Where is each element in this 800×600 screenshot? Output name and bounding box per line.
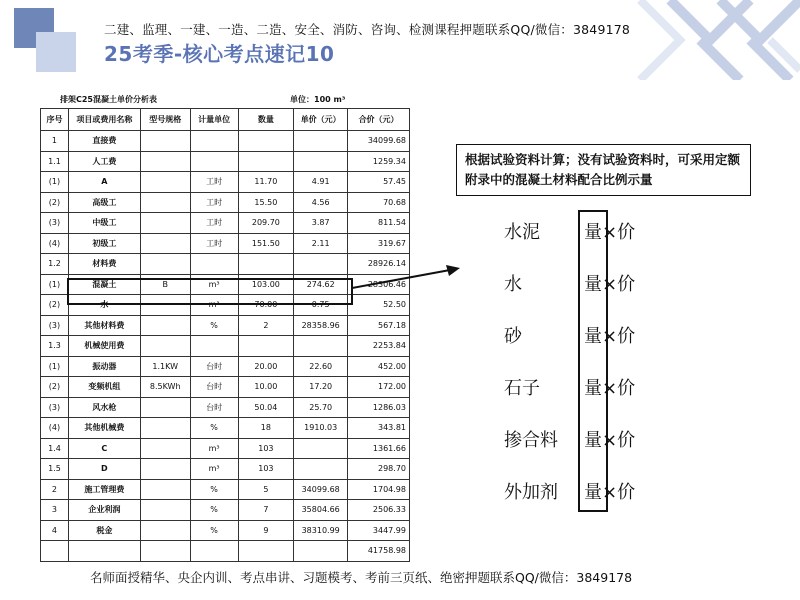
table-cell: 103	[238, 459, 294, 480]
table-cell: (1)	[41, 274, 69, 295]
table-cell: 9	[238, 520, 294, 541]
table-row	[41, 397, 410, 418]
table-cell: 1.3	[41, 336, 69, 357]
table-cell	[238, 254, 294, 275]
table-cell: 初级工	[68, 233, 140, 254]
table-cell	[140, 397, 190, 418]
table-cell	[140, 192, 190, 213]
table-cell: 人工费	[68, 151, 140, 172]
table-cell	[140, 520, 190, 541]
table-cell: 1.1	[41, 151, 69, 172]
material-name: 水泥	[504, 222, 540, 243]
table-row	[41, 356, 410, 377]
table-cell: 35804.66	[294, 500, 348, 521]
table-cell: 20.00	[238, 356, 294, 377]
table-cell: 452.00	[348, 356, 410, 377]
table-cell: C	[68, 438, 140, 459]
table-cell: 材料费	[68, 254, 140, 275]
table-cell: 70.68	[348, 192, 410, 213]
table-cell: 1361.66	[348, 438, 410, 459]
table-cell: 209.70	[238, 213, 294, 234]
arrow-right-icon	[352, 262, 462, 292]
table-cell: 1259.34	[348, 151, 410, 172]
table-cell	[140, 131, 190, 152]
table-cell	[294, 151, 348, 172]
table-cell: %	[190, 520, 238, 541]
table-cell: %	[190, 479, 238, 500]
table-row	[41, 459, 410, 480]
material-expr: 量×价	[584, 326, 636, 347]
table-cell: 台时	[190, 377, 238, 398]
table-cell	[238, 336, 294, 357]
decor-square-light	[36, 32, 76, 72]
table-cell: 18	[238, 418, 294, 439]
table-cell	[294, 131, 348, 152]
table-cell: A	[68, 172, 140, 193]
table-cell: 混凝土	[68, 274, 140, 295]
table-cell: 3.87	[294, 213, 348, 234]
table-row	[41, 438, 410, 459]
table-cell: 52.50	[348, 295, 410, 316]
table-cell: 2506.33	[348, 500, 410, 521]
top-banner: 二建、监理、一建、一造、二造、安全、消防、咨询、检测课程押题联系QQ/微信：3849178	[104, 22, 631, 37]
table-cell	[294, 438, 348, 459]
table-cell: 直接费	[68, 131, 140, 152]
table-cell: 1.1KW	[140, 356, 190, 377]
table-row	[41, 500, 410, 521]
table-row	[41, 336, 410, 357]
table-row	[41, 172, 410, 193]
table-cell: 28358.96	[294, 315, 348, 336]
table-cell: 企业利润	[68, 500, 140, 521]
table-cell: %	[190, 315, 238, 336]
table-cell: 1.5	[41, 459, 69, 480]
table-cell: 28306.46	[348, 274, 410, 295]
table-cell: 台时	[190, 356, 238, 377]
table-cell	[238, 131, 294, 152]
table-cell	[140, 336, 190, 357]
table-cell	[190, 131, 238, 152]
table-cell: 70.00	[238, 295, 294, 316]
table-row	[41, 151, 410, 172]
table-cell: 3447.99	[348, 520, 410, 541]
table-cell: 10.00	[238, 377, 294, 398]
table-cell: (1)	[41, 172, 69, 193]
table-cell: 41758.98	[348, 541, 410, 562]
table-cell	[140, 459, 190, 480]
unit-price-table	[40, 108, 410, 562]
table-cell: 工时	[190, 233, 238, 254]
table-cell: 1704.98	[348, 479, 410, 500]
table-cell: 施工管理费	[68, 479, 140, 500]
table-row	[41, 520, 410, 541]
table-cell: (4)	[41, 418, 69, 439]
column-header: 型号规格	[140, 109, 190, 131]
table-cell: (2)	[41, 295, 69, 316]
table-cell	[294, 254, 348, 275]
column-header: 合价（元）	[348, 109, 410, 131]
table-cell: (4)	[41, 233, 69, 254]
table-cell	[190, 254, 238, 275]
table-cell: m³	[190, 459, 238, 480]
table-cell	[140, 151, 190, 172]
table-header-row	[41, 109, 410, 131]
material-expr: 量×价	[584, 274, 636, 295]
table-cell: 4.91	[294, 172, 348, 193]
table-cell: 319.67	[348, 233, 410, 254]
table-cell: 28926.14	[348, 254, 410, 275]
table-cell: 4	[41, 520, 69, 541]
table-cell: 25.70	[294, 397, 348, 418]
material-expr: 量×价	[584, 222, 636, 243]
table-cell	[190, 336, 238, 357]
table-cell: 11.70	[238, 172, 294, 193]
table-cell: 其他机械费	[68, 418, 140, 439]
table-row	[41, 315, 410, 336]
table-cell: (2)	[41, 377, 69, 398]
material-name: 水	[504, 274, 522, 295]
table-cell: (3)	[41, 315, 69, 336]
table-cell: 8.5KWh	[140, 377, 190, 398]
table-cell	[140, 438, 190, 459]
table-cell: 税金	[68, 520, 140, 541]
table-cell: B	[140, 274, 190, 295]
column-header: 计量单位	[190, 109, 238, 131]
table-cell	[140, 213, 190, 234]
table-cell: 298.70	[348, 459, 410, 480]
table-cell	[140, 315, 190, 336]
column-header: 数量	[238, 109, 294, 131]
table-cell: 811.54	[348, 213, 410, 234]
table-cell: m³	[190, 438, 238, 459]
table-cell: 中级工	[68, 213, 140, 234]
column-header: 单价（元）	[294, 109, 348, 131]
table-cell	[294, 336, 348, 357]
table-cell: 1	[41, 131, 69, 152]
quantity-bracket	[578, 210, 608, 512]
table-cell	[140, 254, 190, 275]
table-cell	[41, 541, 69, 562]
material-expr: 量×价	[584, 378, 636, 399]
table-cell: m³	[190, 295, 238, 316]
table-row	[41, 131, 410, 152]
table-cell: 15.50	[238, 192, 294, 213]
table-row	[41, 233, 410, 254]
table-row	[41, 541, 410, 562]
table-cell: 机械使用费	[68, 336, 140, 357]
table-cell: 工时	[190, 213, 238, 234]
table-cell: (3)	[41, 397, 69, 418]
table-cell: 567.18	[348, 315, 410, 336]
table-row	[41, 479, 410, 500]
table-cell	[140, 418, 190, 439]
table-cell: 1.2	[41, 254, 69, 275]
table-cell	[190, 541, 238, 562]
decor-pattern	[630, 0, 800, 80]
table-cell: 34099.68	[294, 479, 348, 500]
table-cell: 274.62	[294, 274, 348, 295]
table-cell: 工时	[190, 192, 238, 213]
table-cell	[238, 151, 294, 172]
table-cell: 0.75	[294, 295, 348, 316]
table-cell: 高级工	[68, 192, 140, 213]
table-cell	[140, 172, 190, 193]
page-title: 25考季-核心考点速记10	[104, 42, 335, 66]
table-cell: 2	[238, 315, 294, 336]
table-cell	[294, 541, 348, 562]
material-name: 掺合料	[504, 430, 558, 451]
table-cell: 22.60	[294, 356, 348, 377]
table-cell: 103	[238, 438, 294, 459]
material-name: 石子	[504, 378, 540, 399]
table-cell	[140, 500, 190, 521]
table-cell	[140, 541, 190, 562]
table-cell: 7	[238, 500, 294, 521]
table-cell: 台时	[190, 397, 238, 418]
table-title: 排架C25混凝土单价分析表	[60, 95, 158, 104]
material-name: 砂	[504, 326, 522, 347]
table-row	[41, 377, 410, 398]
table-cell	[140, 479, 190, 500]
table-cell: (1)	[41, 356, 69, 377]
concrete-row-highlight	[67, 278, 353, 305]
material-name: 外加剂	[504, 482, 558, 503]
table-cell	[190, 151, 238, 172]
table-cell	[140, 233, 190, 254]
table-cell: %	[190, 500, 238, 521]
table-cell: 151.50	[238, 233, 294, 254]
material-expr: 量×价	[584, 430, 636, 451]
bottom-banner: 名师面授精华、央企内训、考点串讲、习题模考、考前三页纸、绝密押题联系QQ/微信：3849178	[90, 570, 633, 585]
table-cell: 5	[238, 479, 294, 500]
table-cell: D	[68, 459, 140, 480]
column-header: 项目或费用名称	[68, 109, 140, 131]
table-cell: 2.11	[294, 233, 348, 254]
material-expr: 量×价	[584, 482, 636, 503]
table-row	[41, 213, 410, 234]
table-unit: 单位：100 m³	[290, 95, 346, 104]
table-cell: 17.20	[294, 377, 348, 398]
table-row	[41, 418, 410, 439]
table-cell: (2)	[41, 192, 69, 213]
table-cell: 103.00	[238, 274, 294, 295]
table-cell	[294, 459, 348, 480]
table-cell: 1910.03	[294, 418, 348, 439]
table-cell: 172.00	[348, 377, 410, 398]
table-cell: 水	[68, 295, 140, 316]
table-cell: m³	[190, 274, 238, 295]
note-box: 根据试验资料计算；没有试验资料时，可采用定额附录中的混凝土材料配合比例示量	[456, 144, 751, 196]
table-cell: 其他材料费	[68, 315, 140, 336]
table-cell: 2	[41, 479, 69, 500]
table-cell: 50.04	[238, 397, 294, 418]
table-cell: 工时	[190, 172, 238, 193]
table-cell: 3	[41, 500, 69, 521]
table-cell: 38310.99	[294, 520, 348, 541]
table-cell: 4.56	[294, 192, 348, 213]
table-cell	[238, 541, 294, 562]
table-cell: 34099.68	[348, 131, 410, 152]
table-cell: 1.4	[41, 438, 69, 459]
column-header: 序号	[41, 109, 69, 131]
table-cell	[68, 541, 140, 562]
table-cell: 57.45	[348, 172, 410, 193]
table-cell: %	[190, 418, 238, 439]
table-row	[41, 192, 410, 213]
table-cell: 风水枪	[68, 397, 140, 418]
table-cell: 振动器	[68, 356, 140, 377]
table-cell: 变频机组	[68, 377, 140, 398]
table-cell: (3)	[41, 213, 69, 234]
table-cell: 343.81	[348, 418, 410, 439]
table-cell: 1286.03	[348, 397, 410, 418]
table-cell: 2253.84	[348, 336, 410, 357]
